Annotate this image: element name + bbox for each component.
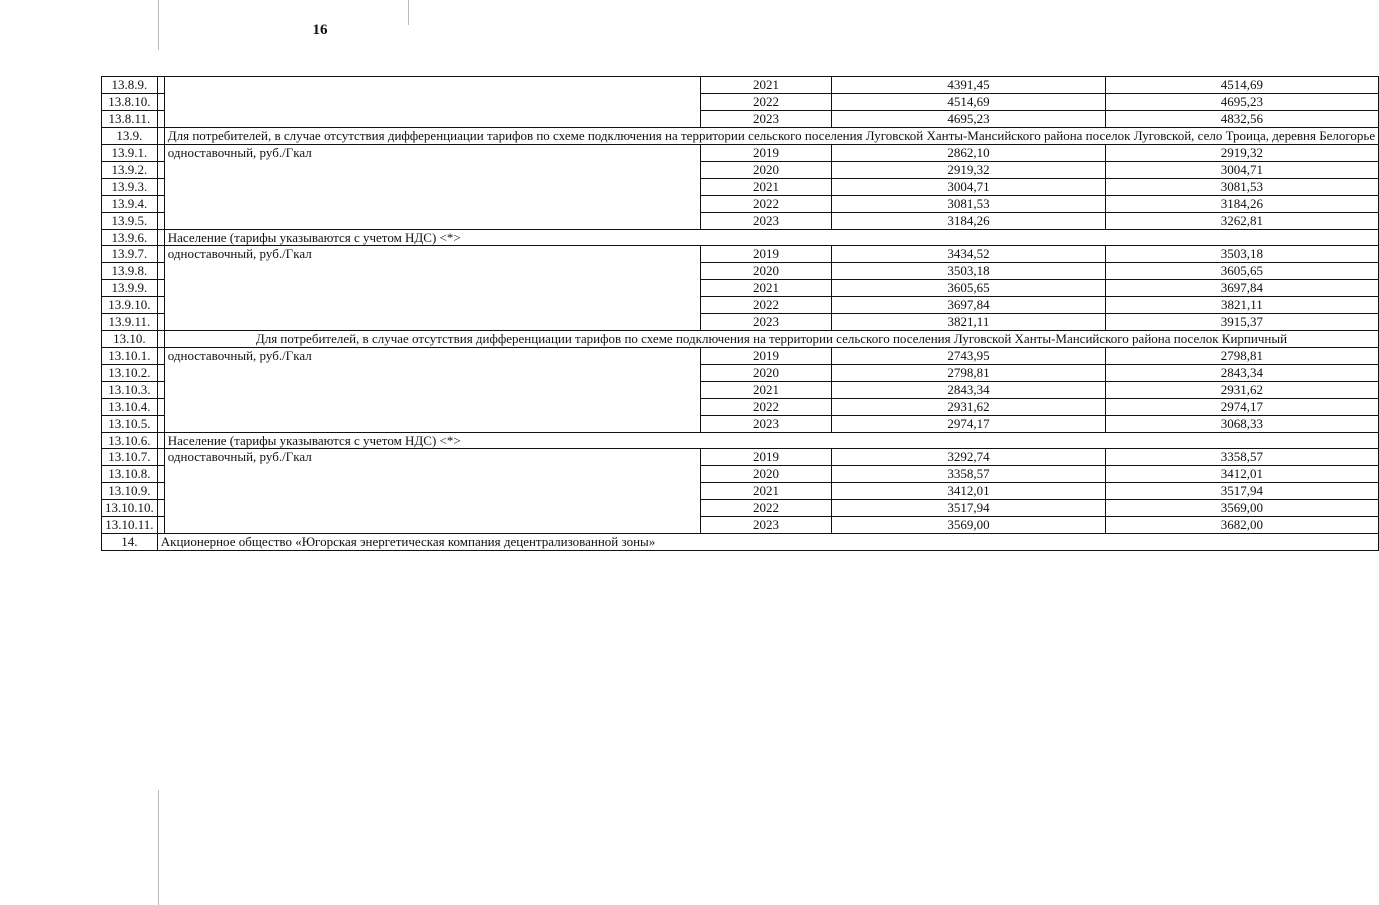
population-header-row bbox=[102, 229, 1379, 246]
blank-cell bbox=[157, 415, 164, 432]
blank-cell bbox=[157, 517, 164, 534]
year-cell: 2020 bbox=[700, 263, 831, 280]
year-cell: 2023 bbox=[700, 314, 831, 331]
row-number: 13.9.5. bbox=[102, 212, 158, 229]
row-number: 13.10.2. bbox=[102, 364, 158, 381]
section-title: Для потребителей, в случае отсутствия дифференциации тарифов по схеме подключения на территории сельского поселения Луговской Ханты-Мансийского района поселок Кирпичный bbox=[164, 331, 1378, 348]
year-cell: 2020 bbox=[700, 364, 831, 381]
year-cell: 2022 bbox=[700, 297, 831, 314]
row-number: 13.10.5. bbox=[102, 415, 158, 432]
row-number: 13.10.11. bbox=[102, 517, 158, 534]
tariff-first-half: 3412,01 bbox=[832, 483, 1105, 500]
tariff-first-half: 3605,65 bbox=[832, 280, 1105, 297]
year-cell: 2021 bbox=[700, 483, 831, 500]
tariff-second-half: 3358,57 bbox=[1105, 449, 1378, 466]
population-header-row bbox=[102, 432, 1379, 449]
blank-cell bbox=[157, 111, 164, 128]
row-number: 13.10.3. bbox=[102, 381, 158, 398]
tariff-second-half: 3068,33 bbox=[1105, 415, 1378, 432]
row-number: 13.8.9. bbox=[102, 77, 158, 94]
blank-cell bbox=[157, 483, 164, 500]
blank-cell bbox=[157, 144, 164, 161]
year-cell: 2021 bbox=[700, 381, 831, 398]
blank-cell bbox=[157, 432, 164, 449]
blank-cell bbox=[157, 246, 164, 263]
blank-cell bbox=[157, 280, 164, 297]
blank-cell bbox=[157, 500, 164, 517]
tariff-kind: одноставочный, руб./Гкал bbox=[164, 449, 700, 534]
section-number: 13.9. bbox=[102, 128, 158, 145]
tariff-second-half: 3821,11 bbox=[1105, 297, 1378, 314]
year-cell: 2019 bbox=[700, 347, 831, 364]
blank-cell bbox=[157, 77, 164, 94]
tariff-second-half: 3412,01 bbox=[1105, 466, 1378, 483]
page-number: 16 bbox=[312, 22, 328, 38]
tariff-second-half: 3697,84 bbox=[1105, 280, 1378, 297]
year-cell: 2021 bbox=[700, 178, 831, 195]
row-number: 13.8.10. bbox=[102, 94, 158, 111]
tariff-second-half: 3569,00 bbox=[1105, 500, 1378, 517]
table-row bbox=[102, 449, 1379, 466]
blank-cell bbox=[157, 263, 164, 280]
population-title: Население (тарифы указываются с учетом НДС) <*> bbox=[164, 229, 1378, 246]
tariff-first-half: 2743,95 bbox=[832, 347, 1105, 364]
tariff-first-half: 3821,11 bbox=[832, 314, 1105, 331]
section-number: 13.10. bbox=[102, 331, 158, 348]
section-number: 14. bbox=[102, 534, 158, 551]
tariff-first-half: 3292,74 bbox=[832, 449, 1105, 466]
row-number: 13.9.9. bbox=[102, 280, 158, 297]
tariff-second-half: 4514,69 bbox=[1105, 77, 1378, 94]
year-cell: 2021 bbox=[700, 77, 831, 94]
row-number: 13.9.11. bbox=[102, 314, 158, 331]
blank-cell bbox=[157, 449, 164, 466]
row-number: 13.10.8. bbox=[102, 466, 158, 483]
tariff-first-half: 3697,84 bbox=[832, 297, 1105, 314]
population-title: Население (тарифы указываются с учетом НДС) <*> bbox=[164, 432, 1378, 449]
tariff-first-half: 2843,34 bbox=[832, 381, 1105, 398]
tariff-second-half: 2843,34 bbox=[1105, 364, 1378, 381]
blank-cell bbox=[157, 331, 164, 348]
tariff-first-half: 3081,53 bbox=[832, 195, 1105, 212]
tariff-second-half: 3503,18 bbox=[1105, 246, 1378, 263]
year-cell: 2020 bbox=[700, 161, 831, 178]
tariff-first-half: 3434,52 bbox=[832, 246, 1105, 263]
blank-cell bbox=[157, 195, 164, 212]
organization-row bbox=[102, 534, 1379, 551]
year-cell: 2022 bbox=[700, 195, 831, 212]
tariff-second-half: 3605,65 bbox=[1105, 263, 1378, 280]
scan-margin-line bbox=[158, 790, 159, 905]
tariff-second-half: 3262,81 bbox=[1105, 212, 1378, 229]
tariff-first-half: 2919,32 bbox=[832, 161, 1105, 178]
tariff-first-half: 4695,23 bbox=[832, 111, 1105, 128]
tariff-first-half: 3517,94 bbox=[832, 500, 1105, 517]
tariff-second-half: 2974,17 bbox=[1105, 398, 1378, 415]
section-header-row bbox=[102, 128, 1379, 145]
blank-cell bbox=[157, 94, 164, 111]
row-number: 13.9.10. bbox=[102, 297, 158, 314]
tariff-second-half: 3004,71 bbox=[1105, 161, 1378, 178]
row-number: 13.10.4. bbox=[102, 398, 158, 415]
blank-cell bbox=[157, 229, 164, 246]
blank-cell bbox=[157, 161, 164, 178]
year-cell: 2023 bbox=[700, 111, 831, 128]
section-header-row bbox=[102, 331, 1379, 348]
table-row bbox=[102, 144, 1379, 161]
row-number: 13.10.7. bbox=[102, 449, 158, 466]
year-cell: 2019 bbox=[700, 144, 831, 161]
row-number: 13.9.7. bbox=[102, 246, 158, 263]
tariff-first-half: 4391,45 bbox=[832, 77, 1105, 94]
tariff-first-half: 2974,17 bbox=[832, 415, 1105, 432]
tariff-second-half: 3682,00 bbox=[1105, 517, 1378, 534]
blank-cell bbox=[157, 314, 164, 331]
blank-cell bbox=[157, 398, 164, 415]
table-row bbox=[102, 347, 1379, 364]
table-row bbox=[102, 77, 1379, 94]
tariff-second-half: 2931,62 bbox=[1105, 381, 1378, 398]
year-cell: 2021 bbox=[700, 280, 831, 297]
blank-cell bbox=[157, 364, 164, 381]
row-number: 13.9.2. bbox=[102, 161, 158, 178]
row-number: 13.10.6. bbox=[102, 432, 158, 449]
year-cell: 2023 bbox=[700, 415, 831, 432]
tariff-first-half: 2798,81 bbox=[832, 364, 1105, 381]
row-number: 13.9.8. bbox=[102, 263, 158, 280]
kind-cell bbox=[164, 77, 700, 128]
year-cell: 2019 bbox=[700, 449, 831, 466]
year-cell: 2019 bbox=[700, 246, 831, 263]
blank-cell bbox=[157, 466, 164, 483]
organization-name: Акционерное общество «Югорская энергетическая компания децентрализованной зоны» bbox=[157, 534, 1378, 551]
tariff-first-half: 3503,18 bbox=[832, 263, 1105, 280]
row-number: 13.10.9. bbox=[102, 483, 158, 500]
year-cell: 2022 bbox=[700, 94, 831, 111]
tariff-first-half: 3358,57 bbox=[832, 466, 1105, 483]
tariff-first-half: 4514,69 bbox=[832, 94, 1105, 111]
tariff-first-half: 3569,00 bbox=[832, 517, 1105, 534]
tariff-second-half: 4832,56 bbox=[1105, 111, 1378, 128]
row-number: 13.8.11. bbox=[102, 111, 158, 128]
tariff-table bbox=[101, 76, 1379, 551]
row-number: 13.10.10. bbox=[102, 500, 158, 517]
blank-cell bbox=[157, 347, 164, 364]
row-number: 13.9.6. bbox=[102, 229, 158, 246]
tariff-kind: одноставочный, руб./Гкал bbox=[164, 246, 700, 331]
tariff-kind: одноставочный, руб./Гкал bbox=[164, 347, 700, 432]
tariff-second-half: 2798,81 bbox=[1105, 347, 1378, 364]
blank-cell bbox=[157, 178, 164, 195]
year-cell: 2023 bbox=[700, 517, 831, 534]
blank-cell bbox=[157, 297, 164, 314]
tariff-second-half: 3081,53 bbox=[1105, 178, 1378, 195]
year-cell: 2023 bbox=[700, 212, 831, 229]
tariff-first-half: 2862,10 bbox=[832, 144, 1105, 161]
tariff-second-half: 2919,32 bbox=[1105, 144, 1378, 161]
year-cell: 2020 bbox=[700, 466, 831, 483]
tariff-second-half: 3517,94 bbox=[1105, 483, 1378, 500]
tariff-first-half: 2931,62 bbox=[832, 398, 1105, 415]
row-number: 13.9.3. bbox=[102, 178, 158, 195]
year-cell: 2022 bbox=[700, 500, 831, 517]
blank-cell bbox=[157, 212, 164, 229]
tariff-second-half: 3915,37 bbox=[1105, 314, 1378, 331]
blank-cell bbox=[157, 381, 164, 398]
tariff-second-half: 3184,26 bbox=[1105, 195, 1378, 212]
row-number: 13.10.1. bbox=[102, 347, 158, 364]
tariff-first-half: 3004,71 bbox=[832, 178, 1105, 195]
table-row bbox=[102, 246, 1379, 263]
blank-cell bbox=[157, 128, 164, 145]
tariff-kind: одноставочный, руб./Гкал bbox=[164, 144, 700, 229]
row-number: 13.9.4. bbox=[102, 195, 158, 212]
tariff-second-half: 4695,23 bbox=[1105, 94, 1378, 111]
row-number: 13.9.1. bbox=[102, 144, 158, 161]
tariff-first-half: 3184,26 bbox=[832, 212, 1105, 229]
section-title: Для потребителей, в случае отсутствия дифференциации тарифов по схеме подключения на территории сельского поселения Луговской Ханты-Мансийского района поселок Луговской, село Троица, деревня Белогорье bbox=[164, 128, 1378, 145]
year-cell: 2022 bbox=[700, 398, 831, 415]
